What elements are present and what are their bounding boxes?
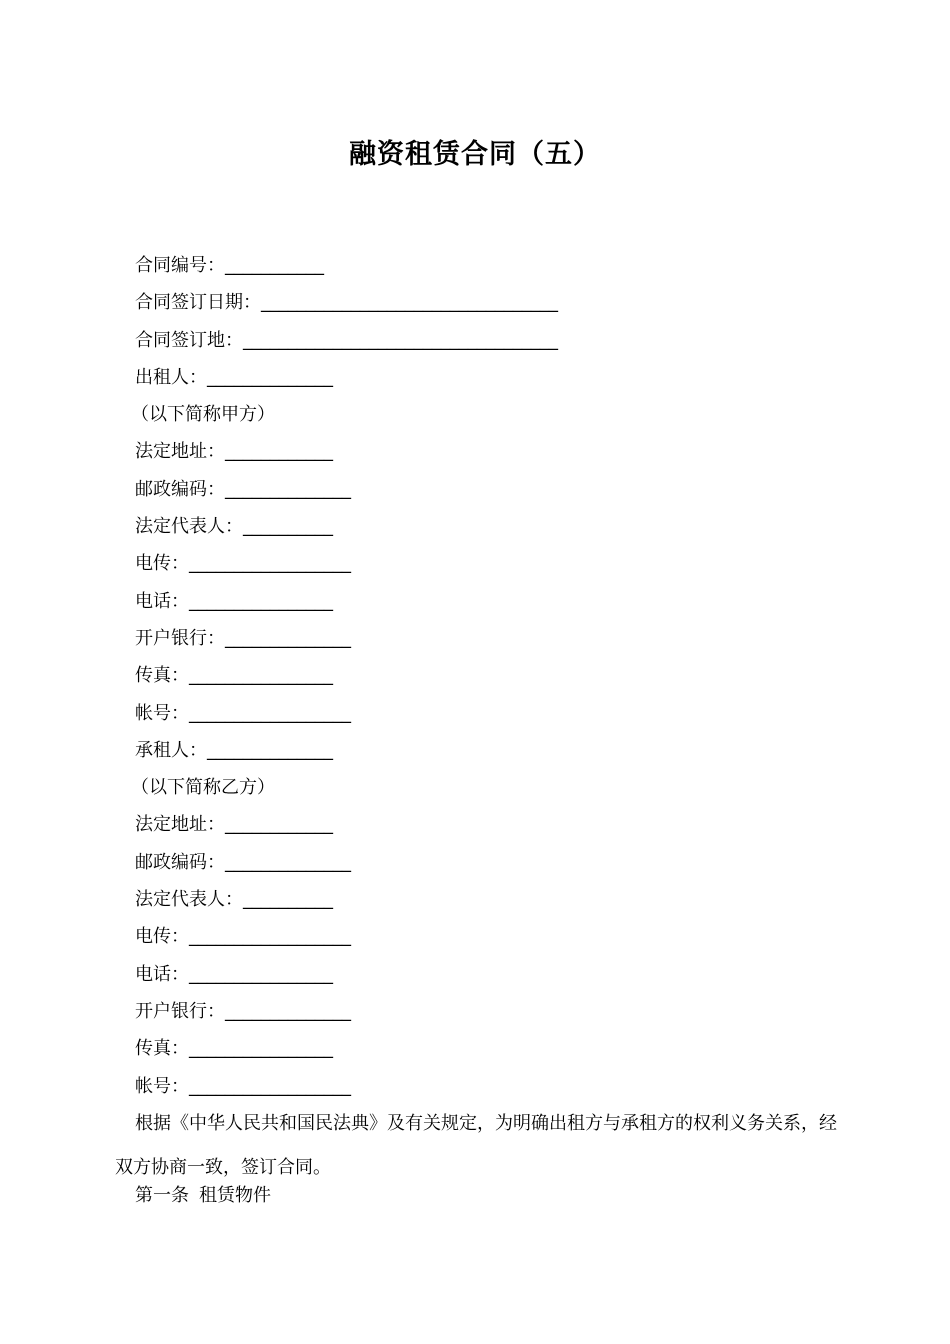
field-lessee-bank: 开户银行：______________ <box>135 1000 351 1022</box>
field-lessor-phone: 电话：________________ <box>135 590 333 612</box>
field-lessee-phone: 电话：________________ <box>135 963 333 985</box>
field-lessee-fax: 传真：________________ <box>135 1038 333 1060</box>
article-heading <box>135 1177 271 1214</box>
field-lessor-fax: 传真：________________ <box>135 665 333 687</box>
party-a-note: （以下简称甲方） <box>131 404 275 426</box>
field-lessee-account: 帐号：__________________ <box>135 1075 351 1097</box>
contract-title: 融资租赁合同（五） <box>349 139 601 170</box>
article-title: 租赁物件 <box>199 1185 271 1206</box>
party-b-note: （以下简称乙方） <box>131 777 275 799</box>
field-lessor-address: 法定地址：____________ <box>135 441 333 463</box>
field-lessee: 承租人：______________ <box>135 739 333 761</box>
field-lessor-telex: 电传：__________________ <box>135 553 351 575</box>
field-signing-place: 合同签订地：___________________________________ <box>135 329 558 351</box>
field-lessor-account: 帐号：__________________ <box>135 702 351 724</box>
field-lessor: 出租人：______________ <box>135 366 333 388</box>
field-lessee-address: 法定地址：____________ <box>135 814 333 836</box>
field-lessor-postcode: 邮政编码：______________ <box>135 478 351 500</box>
field-lessee-postcode: 邮政编码：______________ <box>135 851 351 873</box>
field-contract-number: 合同编号：___________ <box>135 255 324 276</box>
contract-fields <box>131 247 558 1105</box>
field-lessor-representative: 法定代表人：__________ <box>135 516 333 538</box>
field-lessee-representative: 法定代表人：__________ <box>135 889 333 911</box>
field-signing-date: 合同签订日期：_________________________________ <box>135 292 558 314</box>
field-lessee-telex: 电传：__________________ <box>135 926 351 948</box>
article-number: 第一条 <box>135 1185 189 1206</box>
preamble-paragraph: 根据《中华人民共和国民法典》及有关规定，为明确出租方与承租方的权利义务关系，经双方协商一致，签订合同。 <box>115 1113 837 1178</box>
field-lessor-bank: 开户银行：______________ <box>135 627 351 649</box>
